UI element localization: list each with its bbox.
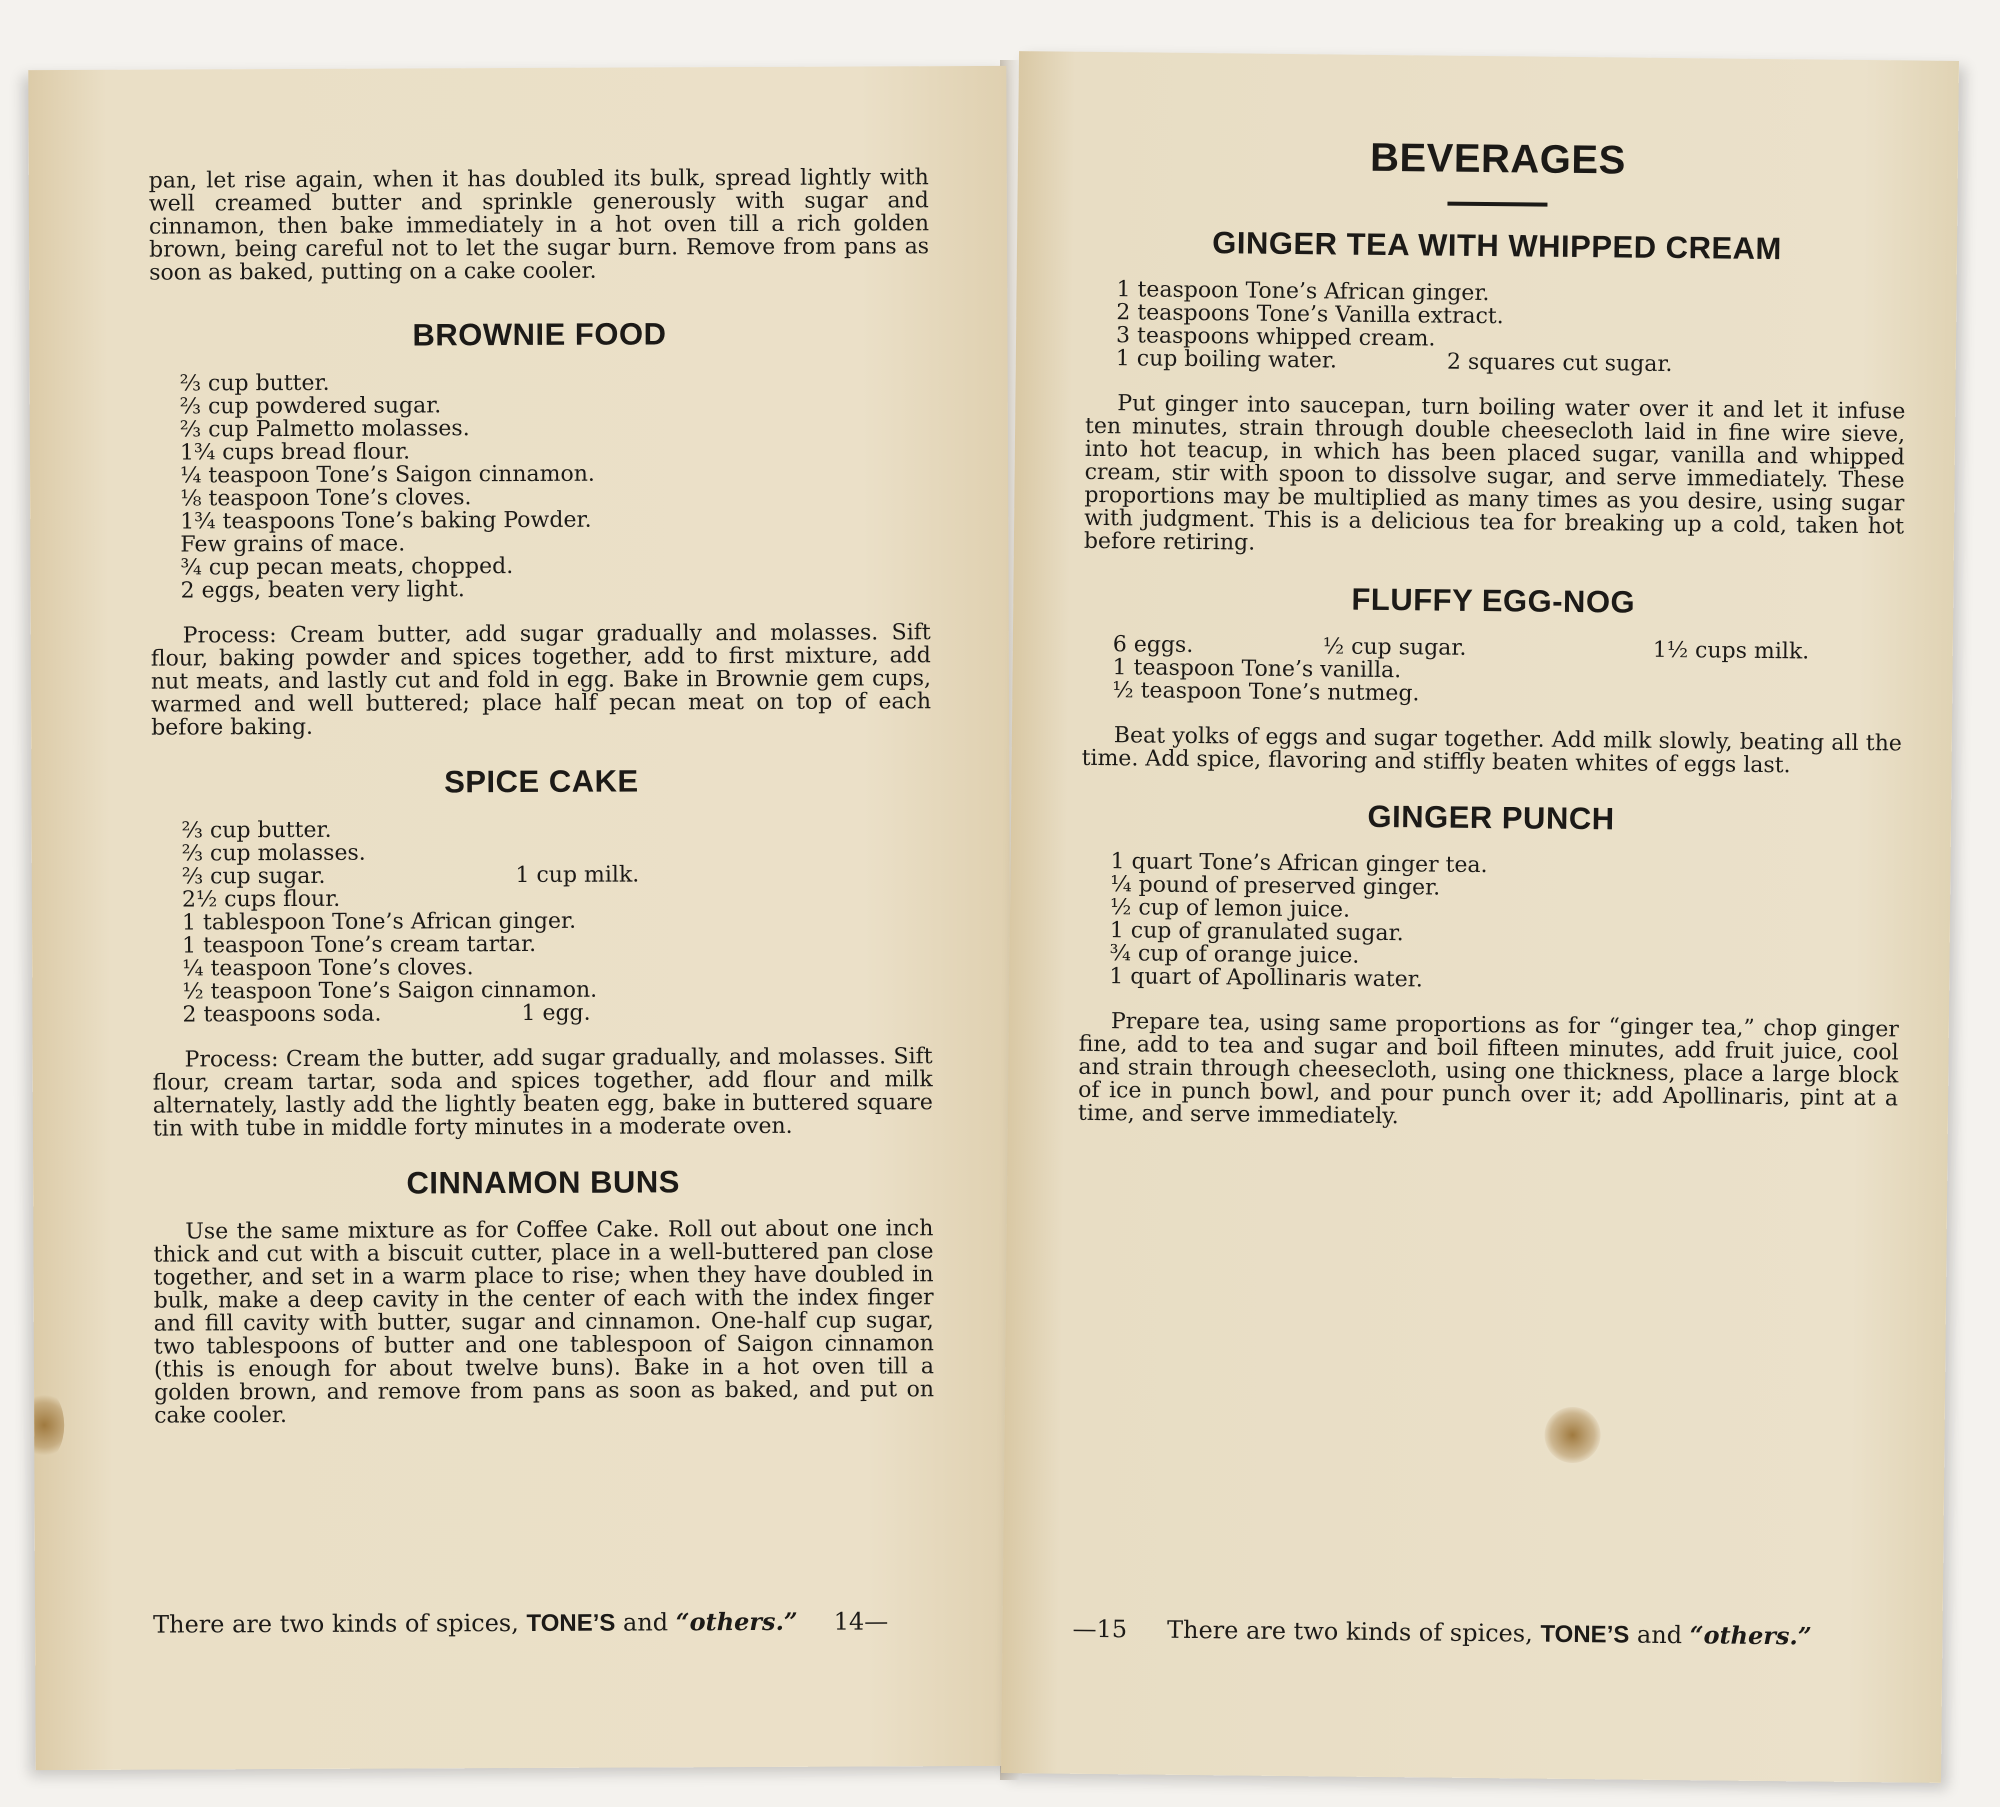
footer-text: and (615, 1608, 676, 1637)
heading-rule (1447, 202, 1547, 207)
ingredient: 2½ cups flour. (181, 886, 341, 913)
ingredient: ¼ teaspoon Tone’s Saigon cinnamon. (180, 461, 595, 489)
ingredient: 6 eggs. (1112, 632, 1194, 658)
ingredient: 1 cup milk. (515, 862, 640, 889)
recipe-text-cinnamon-buns: Use the same mixture as for Coffee Cake. Roll out about one inch thick and cut with a biscuit cutter, place in a well-buttered pan close together, and set in a warm place to rise; when they have doubled in bulk, make a deep cavity in the center of each with the index finger and fill cavity with butter, sugar and cinnamon. One-half cup sugar, two tablespoons of butter and one tablespoon of Saigon cinnamon (this is enough for about twelve buns). Bake in a hot oven till a golden brown, and remove from pans as soon as baked, and put on cake cooler. (153, 1216, 935, 1429)
age-stain (1544, 1407, 1601, 1464)
ingredient: 2 teaspoons Tone’s Vanilla extract. (1116, 300, 1504, 330)
recipe-title-ginger-tea: GINGER TEA WITH WHIPPED CREAM (1212, 225, 1783, 267)
ingredient: ½ cup of lemon juice. (1109, 895, 1351, 923)
ingredient: ⅔ cup powdered sugar. (179, 393, 442, 420)
recipe-title-egg-nog: FLUFFY EGG-NOG (1351, 581, 1636, 620)
ingredient-list-brownie (180, 369, 931, 602)
left-page (28, 66, 1013, 1770)
ingredient: 1 tablespoon Tone’s African ginger. (181, 908, 577, 936)
ingredient: ½ teaspoon Tone’s nutmeg. (1112, 678, 1420, 707)
ingredient: ⅔ cup butter. (181, 817, 332, 844)
ingredient: 1 teaspoon Tone’s vanilla. (1112, 655, 1402, 684)
page-number: 14— (833, 1607, 889, 1636)
ingredient: ⅔ cup sugar. (181, 863, 326, 890)
ingredient: 3 teaspoons whipped cream. (1115, 323, 1436, 352)
footer-brand: TONE’S (1540, 1620, 1630, 1649)
ingredient: 1¾ teaspoons Tone’s baking Powder. (180, 507, 592, 535)
ingredient: 1 teaspoon Tone’s African ginger. (1116, 277, 1490, 307)
ingredient: Few grains of mace. (180, 531, 406, 558)
footer-text: and (1629, 1620, 1690, 1650)
age-stain (28, 1390, 64, 1460)
left-column (149, 166, 935, 1447)
ingredient: 2 teaspoons soda. (182, 1001, 382, 1028)
recipe-title-brownie-food: BROWNIE FOOD (412, 316, 667, 353)
ingredient: 1 quart Tone’s African ginger tea. (1110, 849, 1488, 879)
ingredient-list-ginger-punch (1109, 850, 1900, 996)
ingredient: 1 quart of Apollinaris water. (1109, 964, 1423, 993)
recipe-text-ginger-tea: Put ginger into saucepan, turn boiling water over it and let it infuse ten minutes, strain through double cheesecloth laid in fine wire sieve, into hot teacup, in which has been placed sugar, vanilla and whipped cream, stir with spoon to dissolve sugar, and serve immediately. These proportions may be multiplied as many times as you desire, using sugar with judgment. This is a delicious tea for breaking up a cold, taken hot before retiring. (1083, 391, 1906, 556)
process-paragraph-brownie: Process: Cream butter, add sugar gradually and molasses. Sift flour, baking powder and spices together, add to first mixture, add nut meats, and lastly cut and fold in egg. Bake in Brownie gem cups, warmed and well buttered; place half pecan meat on top of each before baking. (150, 620, 932, 741)
ingredient-list-spice-cake (182, 816, 933, 1026)
ingredient-row (182, 1000, 932, 1026)
ingredient: 1 cup boiling water. (1115, 346, 1338, 374)
ingredient: 1 cup of granulated sugar. (1109, 918, 1404, 947)
section-heading: BEVERAGES (1369, 135, 1626, 183)
ingredient: 2 eggs, beaten very light. (180, 577, 465, 604)
ingredient: 1 teaspoon Tone’s cream tartar. (182, 931, 537, 959)
ingredient: ¾ cup pecan meats, chopped. (180, 554, 514, 581)
ingredient-list-ginger-tea (1116, 278, 1907, 378)
ingredient: ¼ pound of preserved ginger. (1110, 872, 1441, 901)
ingredient: ⅔ cup molasses. (181, 840, 366, 867)
footer-text: There are two kinds of spices, (153, 1608, 527, 1639)
recipe-title-ginger-punch: GINGER PUNCH (1367, 798, 1615, 837)
footer-others: “others.” (675, 1606, 798, 1637)
recipe-text-ginger-punch: Prepare tea, using same proportions as for “ginger tea,” chop ginger fine, add to tea and sugar and boil fifteen minutes, add fruit juice, cool and strain through cheesecloth, using one thickness, place a large block of ice in punch bowl, and pour punch over it; add Apollinaris, pint at a time, and serve immediately. (1077, 1009, 1899, 1130)
ingredient: ⅔ cup Palmetto molasses. (179, 416, 470, 443)
ingredient: 1 egg. (521, 1000, 591, 1026)
footer-others: “others.” (1689, 1620, 1812, 1651)
ingredient: 1¾ cups bread flour. (179, 439, 411, 466)
ingredient: ¾ cup of orange juice. (1109, 941, 1360, 969)
ingredient: ½ cup sugar. (1322, 634, 1467, 661)
footer-brand: TONE’S (526, 1609, 616, 1637)
footer-text: There are two kinds of spices, (1166, 1615, 1541, 1648)
continued-paragraph: pan, let rise again, when it has doubled its bulk, spread lightly with well creamed butter and sprinkle generously with sugar and cinnamon, then bake immediately in a hot oven till a rich golden brown, being careful not to let the sugar burn. Remove from pans as soon as baked, putting on a cake cooler. (148, 165, 930, 286)
ingredient: 1½ cups milk. (1652, 637, 1810, 665)
ingredient: ¼ teaspoon Tone’s cloves. (182, 955, 474, 982)
right-column (1078, 112, 1909, 1154)
ingredient-row (182, 862, 932, 888)
page-footer-right (1072, 1614, 1811, 1652)
ingredient: ⅛ teaspoon Tone’s cloves. (180, 485, 472, 512)
ingredient: ⅔ cup butter. (179, 370, 330, 397)
recipe-text-egg-nog: Beat yolks of eggs and sugar together. Add milk slowly, beating all the time. Add spice, flavoring and stiffly beaten whites of eggs last. (1081, 723, 1902, 779)
page-footer-left (153, 1606, 888, 1639)
ingredient: 2 squares cut sugar. (1446, 349, 1673, 377)
ingredient: ½ teaspoon Tone’s Saigon cinnamon. (182, 977, 598, 1005)
ingredient-list-egg-nog (1112, 633, 1903, 710)
recipe-title-spice-cake: SPICE CAKE (444, 763, 639, 800)
right-page (1001, 51, 1959, 1783)
process-paragraph-spice-cake: Process: Cream the butter, add sugar gradually, and molasses. Sift flour, cream tartar, soda and spices together, add flour and milk alternately, lastly add the lightly beaten egg, bake in buttered square tin with tube in middle forty minutes in a moderate oven. (152, 1044, 933, 1142)
page-number: —15 (1072, 1614, 1128, 1644)
recipe-title-cinnamon-buns: CINNAMON BUNS (406, 1164, 680, 1201)
